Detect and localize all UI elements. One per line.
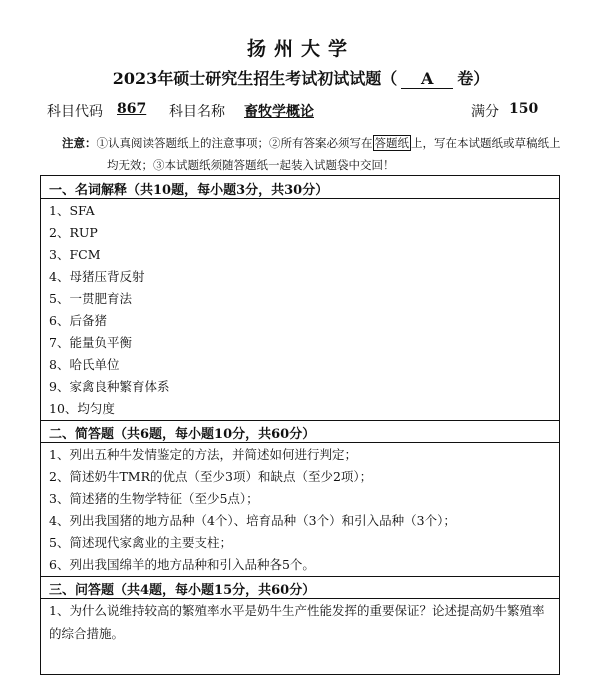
list-item: 3、FCM [49, 247, 101, 262]
full-score: 150 [509, 101, 539, 117]
section-heading-1: 一、名词解释（共10题，每小题3分，共30分） [49, 183, 329, 198]
notice-part-2: 上，写在本试题纸或草稿纸上 [411, 136, 561, 150]
full-score-label: 满分 [471, 104, 499, 120]
title-prefix: 2023年硕士研究生招生考试初试试题（ [112, 69, 398, 88]
list-item: 1、列出五种牛发情鉴定的方法，并简述如何进行判定； [49, 447, 357, 462]
list-item: 5、一贯肥育法 [49, 291, 132, 306]
divider [41, 576, 559, 577]
list-item: 4、母猪压背反射 [49, 269, 145, 284]
divider [41, 198, 559, 199]
subject-name-label: 科目名称 [169, 104, 225, 120]
list-item: 6、列出我国绵羊的地方品种和引入品种各5个。 [49, 557, 315, 572]
exam-title [0, 66, 602, 89]
list-item: 5、简述现代家禽业的主要支柱； [49, 535, 232, 550]
subject-code-label: 科目代码 [47, 104, 103, 120]
section-heading-2: 二、简答题（共6题，每小题10分，共60分） [49, 427, 316, 442]
list-item: 8、哈氏单位 [49, 357, 120, 372]
section-heading-3: 三、问答题（共4题，每小题15分，共60分） [49, 583, 316, 598]
list-item: 7、能量负平衡 [49, 335, 132, 350]
divider [41, 420, 559, 421]
list-item: 3、简述猪的生物学特征（至少5点）； [49, 491, 259, 506]
divider [41, 442, 559, 443]
question-box [40, 175, 560, 675]
notice-part-1: ①认真阅读答题纸上的注意事项；②所有答案必须写在 [96, 136, 373, 150]
list-item: 2、简述奶牛TMR的优点（至少3项）和缺点（至少2项）； [49, 469, 373, 484]
list-item: 6、后备猪 [49, 313, 107, 328]
notice-boxed-word: 答题纸 [374, 136, 409, 150]
title-suffix: 卷） [457, 69, 490, 88]
university-name: 扬州大学 [246, 38, 355, 60]
list-item: 10、均匀度 [49, 401, 115, 416]
list-item: 1、SFA [49, 203, 95, 218]
list-item: 1、为什么说维持较高的繁殖率水平是奶牛生产性能发挥的重要保证？论述提高奶牛繁殖率的综合措施。 [49, 603, 545, 641]
notice [62, 132, 562, 176]
subject-meta [47, 101, 567, 121]
list-item: 4、列出我国猪的地方品种（4个）、培育品种（3个）和引入品种（3个）； [49, 513, 456, 528]
paper-code: A [401, 69, 453, 89]
list-item: 2、RUP [49, 225, 98, 240]
notice-line-2: 均无效；③本试题纸须随答题纸一起装入试题袋中交回！ [107, 158, 395, 172]
subject-name: 畜牧学概论 [244, 104, 314, 120]
list-item: 9、家禽良种繁育体系 [49, 379, 170, 394]
notice-label: 注意： [62, 136, 97, 150]
subject-code: 867 [117, 101, 147, 117]
notice-line-1 [62, 132, 562, 154]
